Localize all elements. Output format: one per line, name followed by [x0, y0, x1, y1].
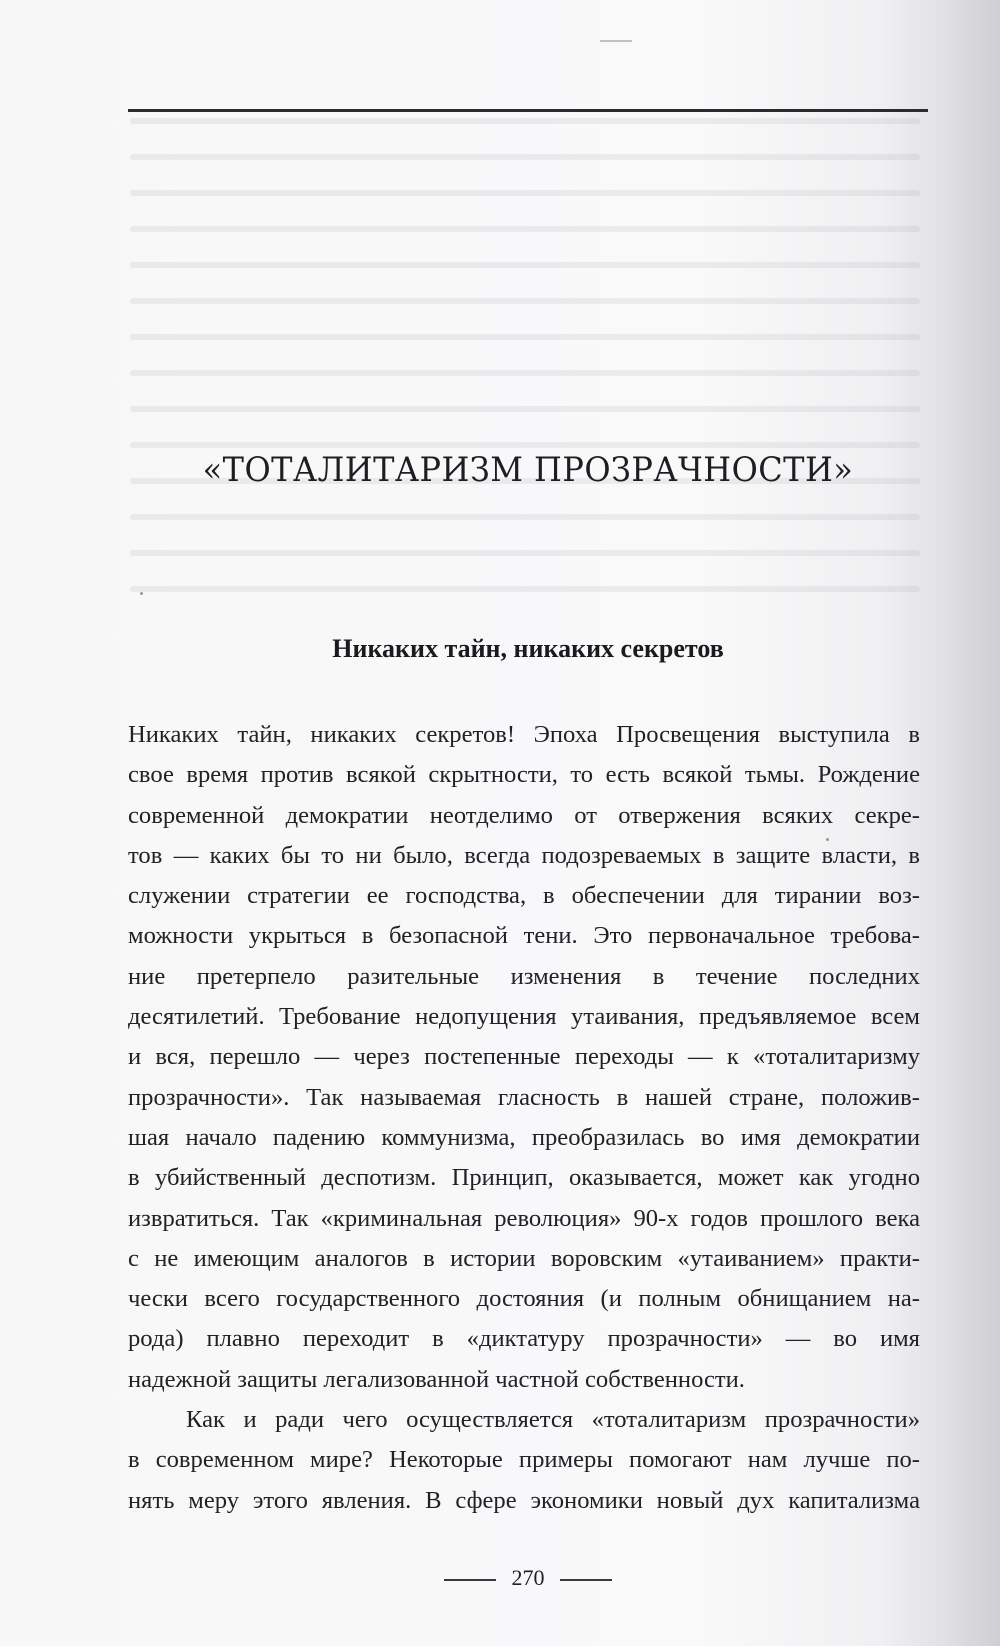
paragraph-2 — [128, 1400, 920, 1521]
text-line: тов — каких бы то ни было, всегда подозреваемых в защите власти, в — [128, 841, 920, 869]
text-line: в убийственный деспотизм. Принцип, оказывается, может как угодно — [128, 1164, 920, 1192]
text-line: в современном мире? Некоторые примеры помогают нам лучше по- — [128, 1446, 920, 1474]
top-mark — [600, 40, 632, 42]
print-speck — [826, 838, 829, 841]
text-line: надежной защиты легализованной частной собственности. — [128, 1365, 745, 1393]
section-title: Никаких тайн, никаких секретов — [332, 634, 724, 663]
print-speck — [140, 592, 143, 595]
text-line: нять меру этого явления. В сфере экономики новый дух капитализма — [128, 1486, 920, 1514]
text-line: извратиться. Так «криминальная революция» 90-х годов прошлого века — [128, 1204, 920, 1232]
text-line: рода) плавно переходит в «диктатуру прозрачности» — во имя — [128, 1325, 920, 1353]
footer-dash-right — [560, 1579, 612, 1581]
text-line: свое время против всякой скрытности, то есть всякой тьмы. Рождение — [128, 761, 920, 789]
text-line: шая начало падению коммунизма, преобразилась во имя демократии — [128, 1123, 920, 1151]
page-footer — [128, 1565, 928, 1591]
footer-dash-left — [444, 1579, 496, 1581]
header-rule — [128, 109, 928, 112]
body-text — [128, 715, 920, 1521]
text-line: десятилетий. Требование недопущения утаивания, предъявляемое всем — [128, 1003, 920, 1031]
paragraph-1 — [128, 715, 920, 1400]
text-line: и вся, перешло — через постепенные переходы — к «тоталитаризму — [128, 1043, 920, 1071]
text-line: прозрачности». Так называемая гласность в нашей стране, положив- — [128, 1083, 920, 1111]
text-line: ние претерпело разительные изменения в течение последних — [128, 962, 920, 990]
chapter-title: «ТОТАЛИТАРИЗМ ПРОЗРАЧНОСТИ» — [202, 450, 854, 490]
text-line: Как и ради чего осуществляется «тоталитаризм прозрачности» — [186, 1406, 920, 1434]
text-line: Никаких тайн, никаких секретов! Эпоха Просвещения выступила в — [128, 721, 920, 748]
page-number: 270 — [511, 1565, 545, 1590]
text-line: современной демократии неотделимо от отвержения всяких секре- — [128, 801, 920, 829]
text-line: чески всего государственного достояния (и полным обнищанием на- — [128, 1285, 920, 1313]
text-line: с не имеющим аналогов в истории воровским «утаиванием» практи- — [128, 1244, 920, 1272]
text-line: служении стратегии ее господства, в обеспечении для тирании воз- — [128, 882, 920, 910]
bleed-through-text — [130, 118, 920, 622]
text-line: можности укрыться в безопасной тени. Это первоначальное требова- — [128, 922, 920, 950]
